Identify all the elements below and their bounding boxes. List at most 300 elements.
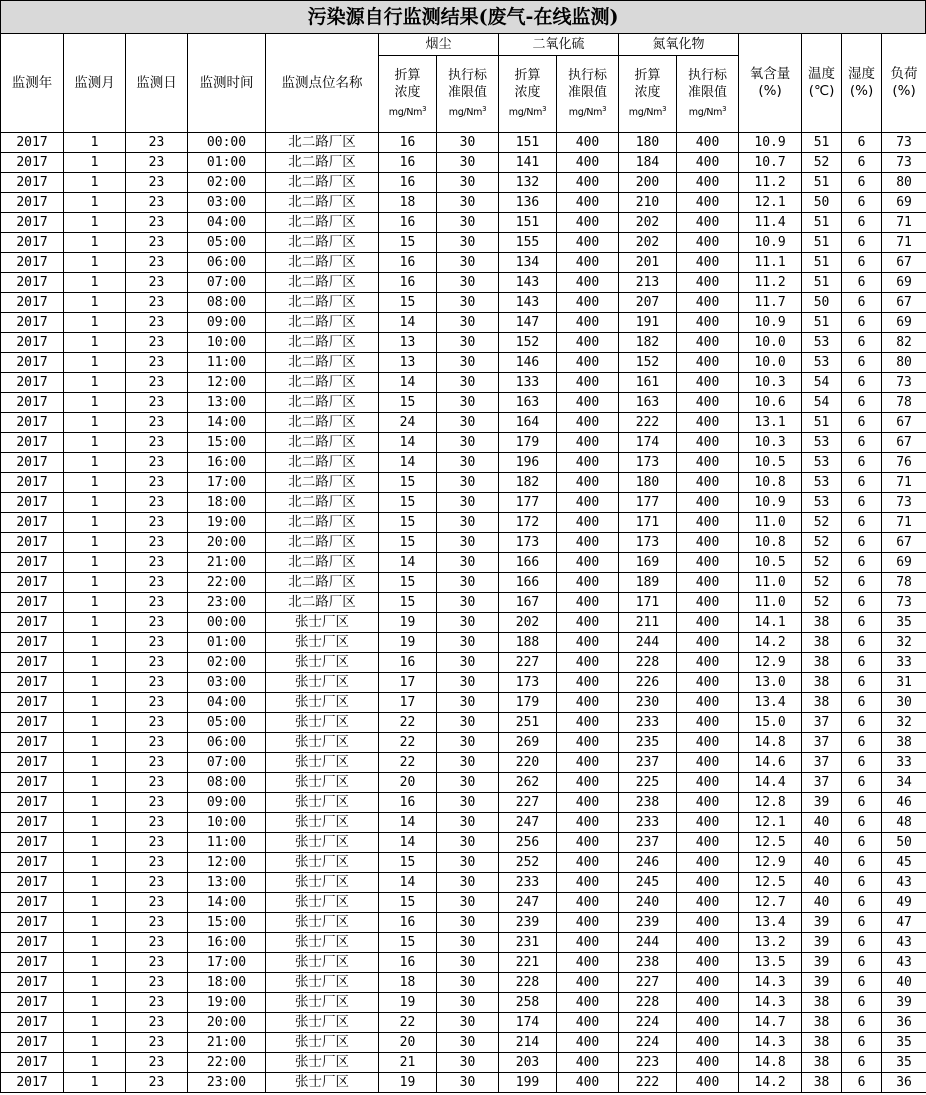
cell-so2-limit: 400 <box>557 513 619 533</box>
cell-day: 23 <box>126 673 188 693</box>
unit-base: mg/Nm <box>688 107 723 119</box>
table-row <box>1 373 926 393</box>
cell-month: 1 <box>64 133 126 153</box>
cell-nox-limit: 400 <box>677 293 739 313</box>
cell-so2-limit: 400 <box>557 553 619 573</box>
cell-day: 23 <box>126 573 188 593</box>
subcol-label-line: 折算 <box>394 67 421 83</box>
cell-nox-converted: 237 <box>619 833 677 853</box>
cell-nox-limit: 400 <box>677 813 739 833</box>
cell-year: 2017 <box>1 953 64 973</box>
col-oxygen-label: 氧含量 <box>749 66 791 82</box>
cell-so2-limit: 400 <box>557 913 619 933</box>
cell-month: 1 <box>64 513 126 533</box>
cell-dust-limit: 30 <box>437 193 499 213</box>
cell-year: 2017 <box>1 633 64 653</box>
cell-so2-limit: 400 <box>557 933 619 953</box>
cell-year: 2017 <box>1 853 64 873</box>
cell-year: 2017 <box>1 533 64 553</box>
cell-day: 23 <box>126 473 188 493</box>
cell-so2-limit: 400 <box>557 793 619 813</box>
table-row <box>1 813 926 833</box>
col-day: 监测日 <box>126 34 188 133</box>
cell-day: 23 <box>126 273 188 293</box>
cell-point: 北二路厂区 <box>266 333 379 353</box>
cell-nox-limit: 400 <box>677 573 739 593</box>
sheet-title: 污染源自行监测结果(废气-在线监测) <box>0 0 926 33</box>
cell-point: 北二路厂区 <box>266 273 379 293</box>
cell-year: 2017 <box>1 1053 64 1073</box>
cell-dust-limit: 30 <box>437 313 499 333</box>
cell-oxygen: 12.5 <box>739 833 802 853</box>
cell-year: 2017 <box>1 753 64 773</box>
cell-so2-converted: 199 <box>499 1073 557 1093</box>
cell-nox-converted: 189 <box>619 573 677 593</box>
cell-dust-converted: 13 <box>379 333 437 353</box>
cell-dust-limit: 30 <box>437 713 499 733</box>
cell-month: 1 <box>64 713 126 733</box>
cell-so2-limit: 400 <box>557 373 619 393</box>
cell-so2-converted: 227 <box>499 653 557 673</box>
cell-nox-limit: 400 <box>677 1013 739 1033</box>
cell-temperature: 40 <box>802 873 842 893</box>
group-nox: 氮氧化物 <box>619 34 739 56</box>
cell-point: 张士厂区 <box>266 1053 379 1073</box>
cell-nox-converted: 233 <box>619 713 677 733</box>
cell-so2-converted: 166 <box>499 553 557 573</box>
cell-nox-limit: 400 <box>677 633 739 653</box>
cell-oxygen: 11.2 <box>739 273 802 293</box>
cell-year: 2017 <box>1 793 64 813</box>
cell-dust-converted: 17 <box>379 693 437 713</box>
cell-so2-converted: 147 <box>499 313 557 333</box>
cell-time: 23:00 <box>188 593 266 613</box>
cell-nox-converted: 239 <box>619 913 677 933</box>
cell-month: 1 <box>64 333 126 353</box>
cell-load: 71 <box>882 513 926 533</box>
table-row <box>1 153 926 173</box>
cell-humidity: 6 <box>842 373 882 393</box>
cell-load: 78 <box>882 393 926 413</box>
cell-nox-limit: 400 <box>677 753 739 773</box>
table-row <box>1 253 926 273</box>
subcol-label-line: 执行标 <box>448 67 488 83</box>
table-row <box>1 493 926 513</box>
cell-time: 16:00 <box>188 453 266 473</box>
cell-year: 2017 <box>1 193 64 213</box>
results-table <box>0 33 926 1093</box>
cell-dust-converted: 22 <box>379 713 437 733</box>
cell-nox-converted: 246 <box>619 853 677 873</box>
cell-temperature: 40 <box>802 893 842 913</box>
cell-temperature: 54 <box>802 373 842 393</box>
subcol-label-line: 准限值 <box>448 84 488 100</box>
cell-nox-limit: 400 <box>677 613 739 633</box>
cell-month: 1 <box>64 293 126 313</box>
cell-load: 67 <box>882 433 926 453</box>
cell-so2-converted: 239 <box>499 913 557 933</box>
cell-point: 张士厂区 <box>266 1073 379 1093</box>
table-row <box>1 893 926 913</box>
table-row <box>1 173 926 193</box>
cell-so2-limit: 400 <box>557 293 619 313</box>
cell-temperature: 37 <box>802 773 842 793</box>
cell-point: 张士厂区 <box>266 913 379 933</box>
cell-humidity: 6 <box>842 233 882 253</box>
cell-load: 35 <box>882 1053 926 1073</box>
cell-dust-converted: 13 <box>379 353 437 373</box>
cell-time: 19:00 <box>188 993 266 1013</box>
cell-dust-converted: 18 <box>379 193 437 213</box>
cell-so2-limit: 400 <box>557 173 619 193</box>
cell-temperature: 54 <box>802 393 842 413</box>
cell-dust-converted: 15 <box>379 933 437 953</box>
cell-month: 1 <box>64 313 126 333</box>
cell-oxygen: 10.9 <box>739 493 802 513</box>
cell-point: 北二路厂区 <box>266 593 379 613</box>
cell-temperature: 39 <box>802 793 842 813</box>
cell-humidity: 6 <box>842 913 882 933</box>
cell-day: 23 <box>126 233 188 253</box>
cell-nox-limit: 400 <box>677 173 739 193</box>
cell-time: 15:00 <box>188 913 266 933</box>
cell-day: 23 <box>126 213 188 233</box>
cell-nox-limit: 400 <box>677 253 739 273</box>
cell-point: 北二路厂区 <box>266 373 379 393</box>
cell-month: 1 <box>64 753 126 773</box>
table-row <box>1 953 926 973</box>
cell-day: 23 <box>126 1073 188 1093</box>
cell-nox-limit: 400 <box>677 653 739 673</box>
cell-load: 71 <box>882 473 926 493</box>
cell-point: 张士厂区 <box>266 833 379 853</box>
cell-load: 67 <box>882 253 926 273</box>
cell-time: 18:00 <box>188 493 266 513</box>
cell-temperature: 39 <box>802 913 842 933</box>
cell-so2-converted: 247 <box>499 813 557 833</box>
cell-year: 2017 <box>1 453 64 473</box>
cell-temperature: 51 <box>802 173 842 193</box>
cell-humidity: 6 <box>842 1073 882 1093</box>
cell-humidity: 6 <box>842 1053 882 1073</box>
cell-month: 1 <box>64 1013 126 1033</box>
cell-day: 23 <box>126 313 188 333</box>
cell-time: 13:00 <box>188 873 266 893</box>
cell-day: 23 <box>126 413 188 433</box>
cell-month: 1 <box>64 853 126 873</box>
cell-nox-limit: 400 <box>677 413 739 433</box>
table-row <box>1 273 926 293</box>
cell-time: 20:00 <box>188 533 266 553</box>
unit-exponent: 3 <box>482 104 487 113</box>
cell-dust-limit: 30 <box>437 353 499 373</box>
cell-time: 01:00 <box>188 633 266 653</box>
cell-load: 80 <box>882 173 926 193</box>
cell-day: 23 <box>126 173 188 193</box>
table-row <box>1 513 926 533</box>
cell-temperature: 50 <box>802 293 842 313</box>
cell-month: 1 <box>64 193 126 213</box>
cell-oxygen: 13.0 <box>739 673 802 693</box>
cell-nox-limit: 400 <box>677 273 739 293</box>
cell-load: 50 <box>882 833 926 853</box>
cell-temperature: 38 <box>802 1053 842 1073</box>
group-so2: 二氧化硫 <box>499 34 619 56</box>
cell-nox-limit: 400 <box>677 213 739 233</box>
cell-so2-converted: 269 <box>499 733 557 753</box>
cell-point: 北二路厂区 <box>266 233 379 253</box>
table-row <box>1 353 926 373</box>
cell-dust-limit: 30 <box>437 473 499 493</box>
cell-time: 00:00 <box>188 613 266 633</box>
cell-humidity: 6 <box>842 453 882 473</box>
cell-humidity: 6 <box>842 353 882 373</box>
cell-oxygen: 10.8 <box>739 473 802 493</box>
cell-dust-limit: 30 <box>437 753 499 773</box>
cell-month: 1 <box>64 373 126 393</box>
cell-humidity: 6 <box>842 693 882 713</box>
cell-load: 35 <box>882 1033 926 1053</box>
cell-day: 23 <box>126 333 188 353</box>
cell-day: 23 <box>126 993 188 1013</box>
cell-dust-converted: 22 <box>379 753 437 773</box>
table-row <box>1 1073 926 1093</box>
cell-nox-converted: 224 <box>619 1013 677 1033</box>
table-row <box>1 473 926 493</box>
cell-day: 23 <box>126 873 188 893</box>
cell-month: 1 <box>64 673 126 693</box>
cell-load: 38 <box>882 733 926 753</box>
cell-nox-limit: 400 <box>677 153 739 173</box>
cell-oxygen: 14.3 <box>739 1033 802 1053</box>
cell-year: 2017 <box>1 873 64 893</box>
cell-point: 张士厂区 <box>266 733 379 753</box>
cell-so2-limit: 400 <box>557 973 619 993</box>
cell-nox-limit: 400 <box>677 393 739 413</box>
cell-humidity: 6 <box>842 793 882 813</box>
cell-so2-limit: 400 <box>557 1073 619 1093</box>
cell-so2-converted: 173 <box>499 533 557 553</box>
table-row <box>1 933 926 953</box>
table-row <box>1 533 926 553</box>
cell-year: 2017 <box>1 713 64 733</box>
cell-so2-converted: 143 <box>499 273 557 293</box>
cell-temperature: 53 <box>802 473 842 493</box>
cell-day: 23 <box>126 373 188 393</box>
cell-point: 北二路厂区 <box>266 133 379 153</box>
table-row <box>1 453 926 473</box>
cell-temperature: 37 <box>802 713 842 733</box>
table-row <box>1 213 926 233</box>
cell-so2-converted: 262 <box>499 773 557 793</box>
cell-point: 张士厂区 <box>266 613 379 633</box>
cell-humidity: 6 <box>842 533 882 553</box>
cell-year: 2017 <box>1 433 64 453</box>
cell-time: 02:00 <box>188 653 266 673</box>
cell-nox-converted: 173 <box>619 453 677 473</box>
cell-nox-converted: 213 <box>619 273 677 293</box>
cell-year: 2017 <box>1 573 64 593</box>
cell-so2-limit: 400 <box>557 853 619 873</box>
cell-point: 北二路厂区 <box>266 313 379 333</box>
cell-so2-limit: 400 <box>557 333 619 353</box>
cell-nox-converted: 171 <box>619 513 677 533</box>
cell-month: 1 <box>64 573 126 593</box>
cell-oxygen: 10.9 <box>739 233 802 253</box>
table-row <box>1 333 926 353</box>
cell-nox-limit: 400 <box>677 493 739 513</box>
unit-label <box>437 101 498 121</box>
cell-time: 11:00 <box>188 833 266 853</box>
table-row <box>1 313 926 333</box>
unit-label <box>499 101 556 121</box>
cell-so2-converted: 143 <box>499 293 557 313</box>
cell-temperature: 38 <box>802 633 842 653</box>
cell-temperature: 38 <box>802 653 842 673</box>
cell-year: 2017 <box>1 473 64 493</box>
cell-day: 23 <box>126 133 188 153</box>
cell-so2-converted: 179 <box>499 433 557 453</box>
cell-year: 2017 <box>1 833 64 853</box>
table-row <box>1 733 926 753</box>
cell-time: 09:00 <box>188 793 266 813</box>
cell-dust-converted: 14 <box>379 873 437 893</box>
cell-time: 17:00 <box>188 953 266 973</box>
cell-nox-converted: 228 <box>619 653 677 673</box>
cell-time: 01:00 <box>188 153 266 173</box>
cell-dust-limit: 30 <box>437 833 499 853</box>
cell-dust-limit: 30 <box>437 953 499 973</box>
cell-nox-limit: 400 <box>677 453 739 473</box>
cell-point: 张士厂区 <box>266 793 379 813</box>
cell-oxygen: 11.0 <box>739 573 802 593</box>
cell-year: 2017 <box>1 273 64 293</box>
cell-dust-converted: 14 <box>379 313 437 333</box>
table-row <box>1 1013 926 1033</box>
cell-so2-limit: 400 <box>557 653 619 673</box>
cell-nox-limit: 400 <box>677 853 739 873</box>
cell-nox-converted: 227 <box>619 973 677 993</box>
cell-time: 21:00 <box>188 553 266 573</box>
cell-nox-converted: 202 <box>619 213 677 233</box>
cell-time: 22:00 <box>188 573 266 593</box>
cell-day: 23 <box>126 913 188 933</box>
subcol-label-line: 执行标 <box>568 67 608 83</box>
table-row <box>1 1053 926 1073</box>
col-load-label: 负荷 <box>890 66 918 82</box>
cell-humidity: 6 <box>842 313 882 333</box>
cell-load: 32 <box>882 633 926 653</box>
cell-nox-converted: 226 <box>619 673 677 693</box>
cell-oxygen: 12.1 <box>739 193 802 213</box>
cell-nox-converted: 200 <box>619 173 677 193</box>
cell-humidity: 6 <box>842 553 882 573</box>
cell-point: 北二路厂区 <box>266 173 379 193</box>
cell-so2-limit: 400 <box>557 1053 619 1073</box>
cell-time: 16:00 <box>188 933 266 953</box>
col-temperature <box>802 34 842 133</box>
cell-oxygen: 14.3 <box>739 993 802 1013</box>
cell-year: 2017 <box>1 333 64 353</box>
cell-nox-limit: 400 <box>677 673 739 693</box>
cell-nox-converted: 237 <box>619 753 677 773</box>
cell-humidity: 6 <box>842 673 882 693</box>
cell-dust-converted: 16 <box>379 153 437 173</box>
cell-nox-limit: 400 <box>677 913 739 933</box>
cell-load: 47 <box>882 913 926 933</box>
cell-nox-converted: 235 <box>619 733 677 753</box>
cell-so2-limit: 400 <box>557 533 619 553</box>
unit-base: mg/Nm <box>568 107 603 119</box>
cell-year: 2017 <box>1 233 64 253</box>
group-dust: 烟尘 <box>379 34 499 56</box>
cell-temperature: 39 <box>802 953 842 973</box>
cell-month: 1 <box>64 493 126 513</box>
cell-so2-converted: 174 <box>499 1013 557 1033</box>
cell-nox-converted: 223 <box>619 1053 677 1073</box>
cell-dust-limit: 30 <box>437 213 499 233</box>
cell-dust-limit: 30 <box>437 1013 499 1033</box>
cell-nox-converted: 244 <box>619 933 677 953</box>
cell-so2-converted: 141 <box>499 153 557 173</box>
cell-month: 1 <box>64 873 126 893</box>
cell-oxygen: 14.1 <box>739 613 802 633</box>
cell-dust-converted: 15 <box>379 893 437 913</box>
cell-temperature: 39 <box>802 973 842 993</box>
cell-so2-limit: 400 <box>557 813 619 833</box>
cell-nox-limit: 400 <box>677 793 739 813</box>
cell-dust-limit: 30 <box>437 393 499 413</box>
cell-nox-converted: 230 <box>619 693 677 713</box>
cell-dust-converted: 24 <box>379 413 437 433</box>
cell-dust-limit: 30 <box>437 513 499 533</box>
cell-month: 1 <box>64 733 126 753</box>
cell-so2-limit: 400 <box>557 413 619 433</box>
table-row <box>1 673 926 693</box>
cell-oxygen: 10.9 <box>739 133 802 153</box>
cell-so2-converted: 188 <box>499 633 557 653</box>
cell-load: 67 <box>882 533 926 553</box>
cell-humidity: 6 <box>842 213 882 233</box>
cell-nox-converted: 222 <box>619 413 677 433</box>
cell-so2-converted: 214 <box>499 1033 557 1053</box>
cell-so2-converted: 167 <box>499 593 557 613</box>
cell-so2-limit: 400 <box>557 193 619 213</box>
cell-dust-limit: 30 <box>437 733 499 753</box>
col-temperature-label: 温度 <box>808 66 836 82</box>
subcol-nox-standard-limit <box>677 56 739 133</box>
cell-month: 1 <box>64 973 126 993</box>
cell-nox-converted: 211 <box>619 613 677 633</box>
cell-humidity: 6 <box>842 573 882 593</box>
cell-point: 张士厂区 <box>266 753 379 773</box>
cell-oxygen: 14.3 <box>739 973 802 993</box>
cell-oxygen: 11.2 <box>739 173 802 193</box>
cell-time: 06:00 <box>188 253 266 273</box>
cell-temperature: 52 <box>802 533 842 553</box>
cell-dust-converted: 14 <box>379 833 437 853</box>
table-row <box>1 713 926 733</box>
cell-year: 2017 <box>1 893 64 913</box>
cell-time: 14:00 <box>188 413 266 433</box>
cell-year: 2017 <box>1 993 64 1013</box>
cell-load: 71 <box>882 233 926 253</box>
unit-label <box>379 101 436 121</box>
cell-dust-limit: 30 <box>437 373 499 393</box>
cell-day: 23 <box>126 1033 188 1053</box>
cell-so2-converted: 164 <box>499 413 557 433</box>
cell-month: 1 <box>64 993 126 1013</box>
